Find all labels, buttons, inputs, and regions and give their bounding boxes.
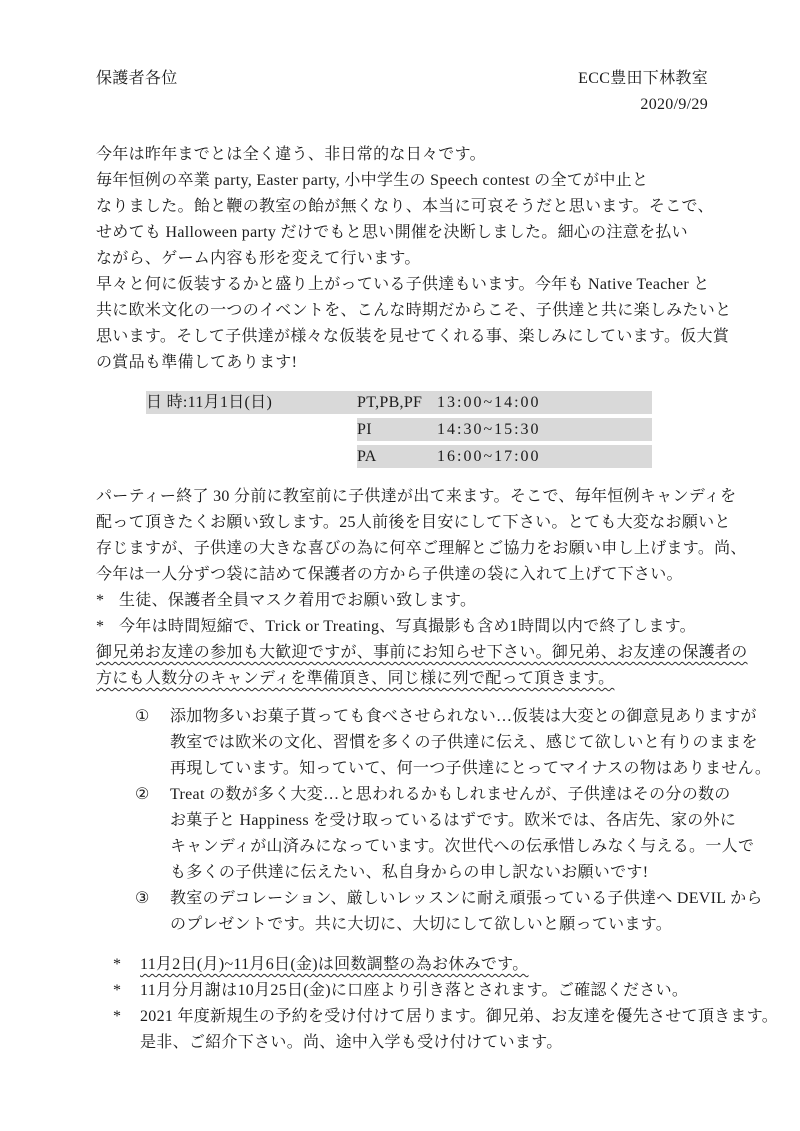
item-number-3: ③	[135, 890, 150, 907]
item-line: お菓子と Happiness を受け取っているはずです。欧米では、各店先、家の外に	[170, 812, 737, 829]
schedule-row	[146, 416, 708, 443]
item-number-2: ②	[135, 786, 150, 803]
footer-line: 11月分月謝は10月25日(金)に口座より引き落とされます。ご確認ください。	[140, 982, 689, 999]
schedule-time: 16:00~17:00	[437, 445, 652, 468]
schedule-date-spacer	[146, 445, 357, 468]
footer-note	[113, 952, 708, 978]
footer-note	[113, 978, 708, 1004]
candy-line: 今年は一人分ずつ袋に詰めて保護者の方から子供達の袋に入れて上げて下さい。	[96, 566, 683, 583]
intro-line: 今年は昨年までとは全く違う、非日常的な日々です。	[96, 146, 486, 163]
intro-line: 思います。そして子供達が様々な仮装を見せてくれる事、楽しみにしています。仮大賞	[96, 328, 730, 345]
notes-list	[96, 588, 708, 640]
footer-note	[113, 1004, 779, 1056]
footer-note-body	[140, 978, 688, 1004]
header	[96, 66, 708, 92]
intro-paragraph	[96, 142, 732, 376]
item-line: Treat の数が多く大変…と思われるかもしれませんが、子供達はその分の数の	[170, 786, 731, 803]
schedule-time: 13:00~14:00	[437, 391, 652, 414]
schedule-time: 14:30~15:30	[437, 418, 652, 441]
candy-line: パーティー終了 30 分前に教室前に子供達が出て来ます。そこで、毎年恒例キャンディを	[96, 488, 737, 505]
intro-line: 早々と何に仮装するかと盛り上がっている子供達もいます。今年も Native Teacher と	[96, 276, 710, 293]
intro-line: の賞品も準備してあります!	[96, 354, 298, 371]
recipient-label: 保護者各位	[96, 70, 178, 87]
numbered-item	[135, 704, 772, 782]
school-name: ECC豊田下林教室	[578, 70, 708, 87]
intro-line: なりました。飴と鞭の教室の飴が無くなり、本当に可哀そうだと思います。そこで、	[96, 198, 714, 215]
schedule-date-spacer	[146, 418, 357, 441]
footer-line-underlined: 11月2日(月)~11月6日(金)は回数調整の為お休みです。	[140, 956, 529, 973]
footer-line: 2021 年度新規生の予約を受け付けて居ります。御兄弟、お友達を優先させて頂きます。	[140, 1008, 779, 1025]
note-text: 生徒、保護者全員マスク着用でお願い致します。	[119, 592, 477, 609]
siblings-notice	[96, 640, 748, 692]
numbered-list	[96, 704, 772, 938]
item-line: も多くの子供達に伝えたい、私自身からの申し訳ないお願いです!	[170, 864, 649, 881]
item-line: のプレゼントです。共に大切に、大切にして欲しいと願っています。	[170, 916, 673, 933]
footer-note-body	[140, 1004, 778, 1056]
candy-line: 存じますが、子供達の大きな喜びの為に何卒ご理解とご協力をお願い申し上げます。尚、	[96, 540, 747, 557]
intro-line: ながら、ゲーム内容も形を変えて行います。	[96, 250, 421, 267]
intro-line: 共に欧米文化の一つのイベントを、こんな時期だからこそ、子供達と共に楽しみたいと	[96, 302, 732, 319]
item-line: 教室のデコレーション、厳しいレッスンに耐え頑張っている子供達へ DEVIL から	[170, 890, 763, 907]
item-body	[170, 782, 754, 886]
document-date: 2020/9/29	[640, 96, 708, 113]
asterisk-marker: *	[96, 618, 105, 635]
item-line: キャンディが山済みになっています。次世代への伝承惜しみなく与える。一人で	[170, 838, 755, 855]
schedule-date-label: 日 時:11月1日(日)	[146, 391, 357, 414]
item-number-1: ①	[135, 708, 150, 725]
asterisk-marker: *	[96, 592, 105, 609]
schedule-block	[146, 389, 708, 470]
note-item	[96, 588, 708, 614]
candy-request-paragraph	[96, 484, 747, 588]
footer-note-body	[140, 952, 529, 978]
candy-line: 配って頂きたくお願い致します。25人前後を目安にして下さい。とても大変なお願いと	[96, 514, 731, 531]
schedule-class-label: PT,PB,PF	[357, 391, 437, 414]
schedule-class-label: PA	[357, 445, 437, 468]
intro-line: せめても Halloween party だけでもと思い開催を決断しました。細心の注意を払い	[96, 224, 688, 241]
schedule-row	[146, 443, 708, 470]
asterisk-marker: *	[113, 956, 122, 973]
item-line: 再現しています。知っていて、何一つ子供達にとってマイナスの物はありません。	[170, 760, 772, 777]
note-item	[96, 614, 708, 640]
intro-line: 毎年恒例の卒業 party, Easter party, 小中学生の Speech contest の全てが中止と	[96, 172, 649, 189]
item-body	[170, 886, 763, 938]
asterisk-marker: *	[113, 982, 122, 999]
schedule-class-label: PI	[357, 418, 437, 441]
asterisk-marker: *	[113, 1008, 122, 1025]
footer-line: 是非、ご紹介下さい。尚、途中入学も受け付けています。	[140, 1034, 563, 1051]
footer-notes	[96, 952, 779, 1056]
note-text: 今年は時間短縮で、Trick or Treating、写真撮影も含め1時間以内で終了します。	[119, 618, 696, 635]
item-line: 教室では欧米の文化、習慣を多くの子供達に伝え、感じて欲しいと有りのままを	[170, 734, 758, 751]
siblings-line-underlined: 方にも人数分のキャンディを準備頂き、同じ様に列で配って頂きます。	[96, 670, 615, 687]
numbered-item	[135, 782, 755, 886]
schedule-row	[146, 389, 708, 416]
item-line: 添加物多いお菓子貰っても食べさせられない…仮装は大変との御意見ありますが	[170, 708, 757, 725]
item-body	[170, 704, 771, 782]
numbered-item	[135, 886, 763, 938]
siblings-line-underlined: 御兄弟お友達の参加も大歓迎ですが、事前にお知らせ下さい。御兄弟、お友達の保護者の	[96, 644, 748, 661]
